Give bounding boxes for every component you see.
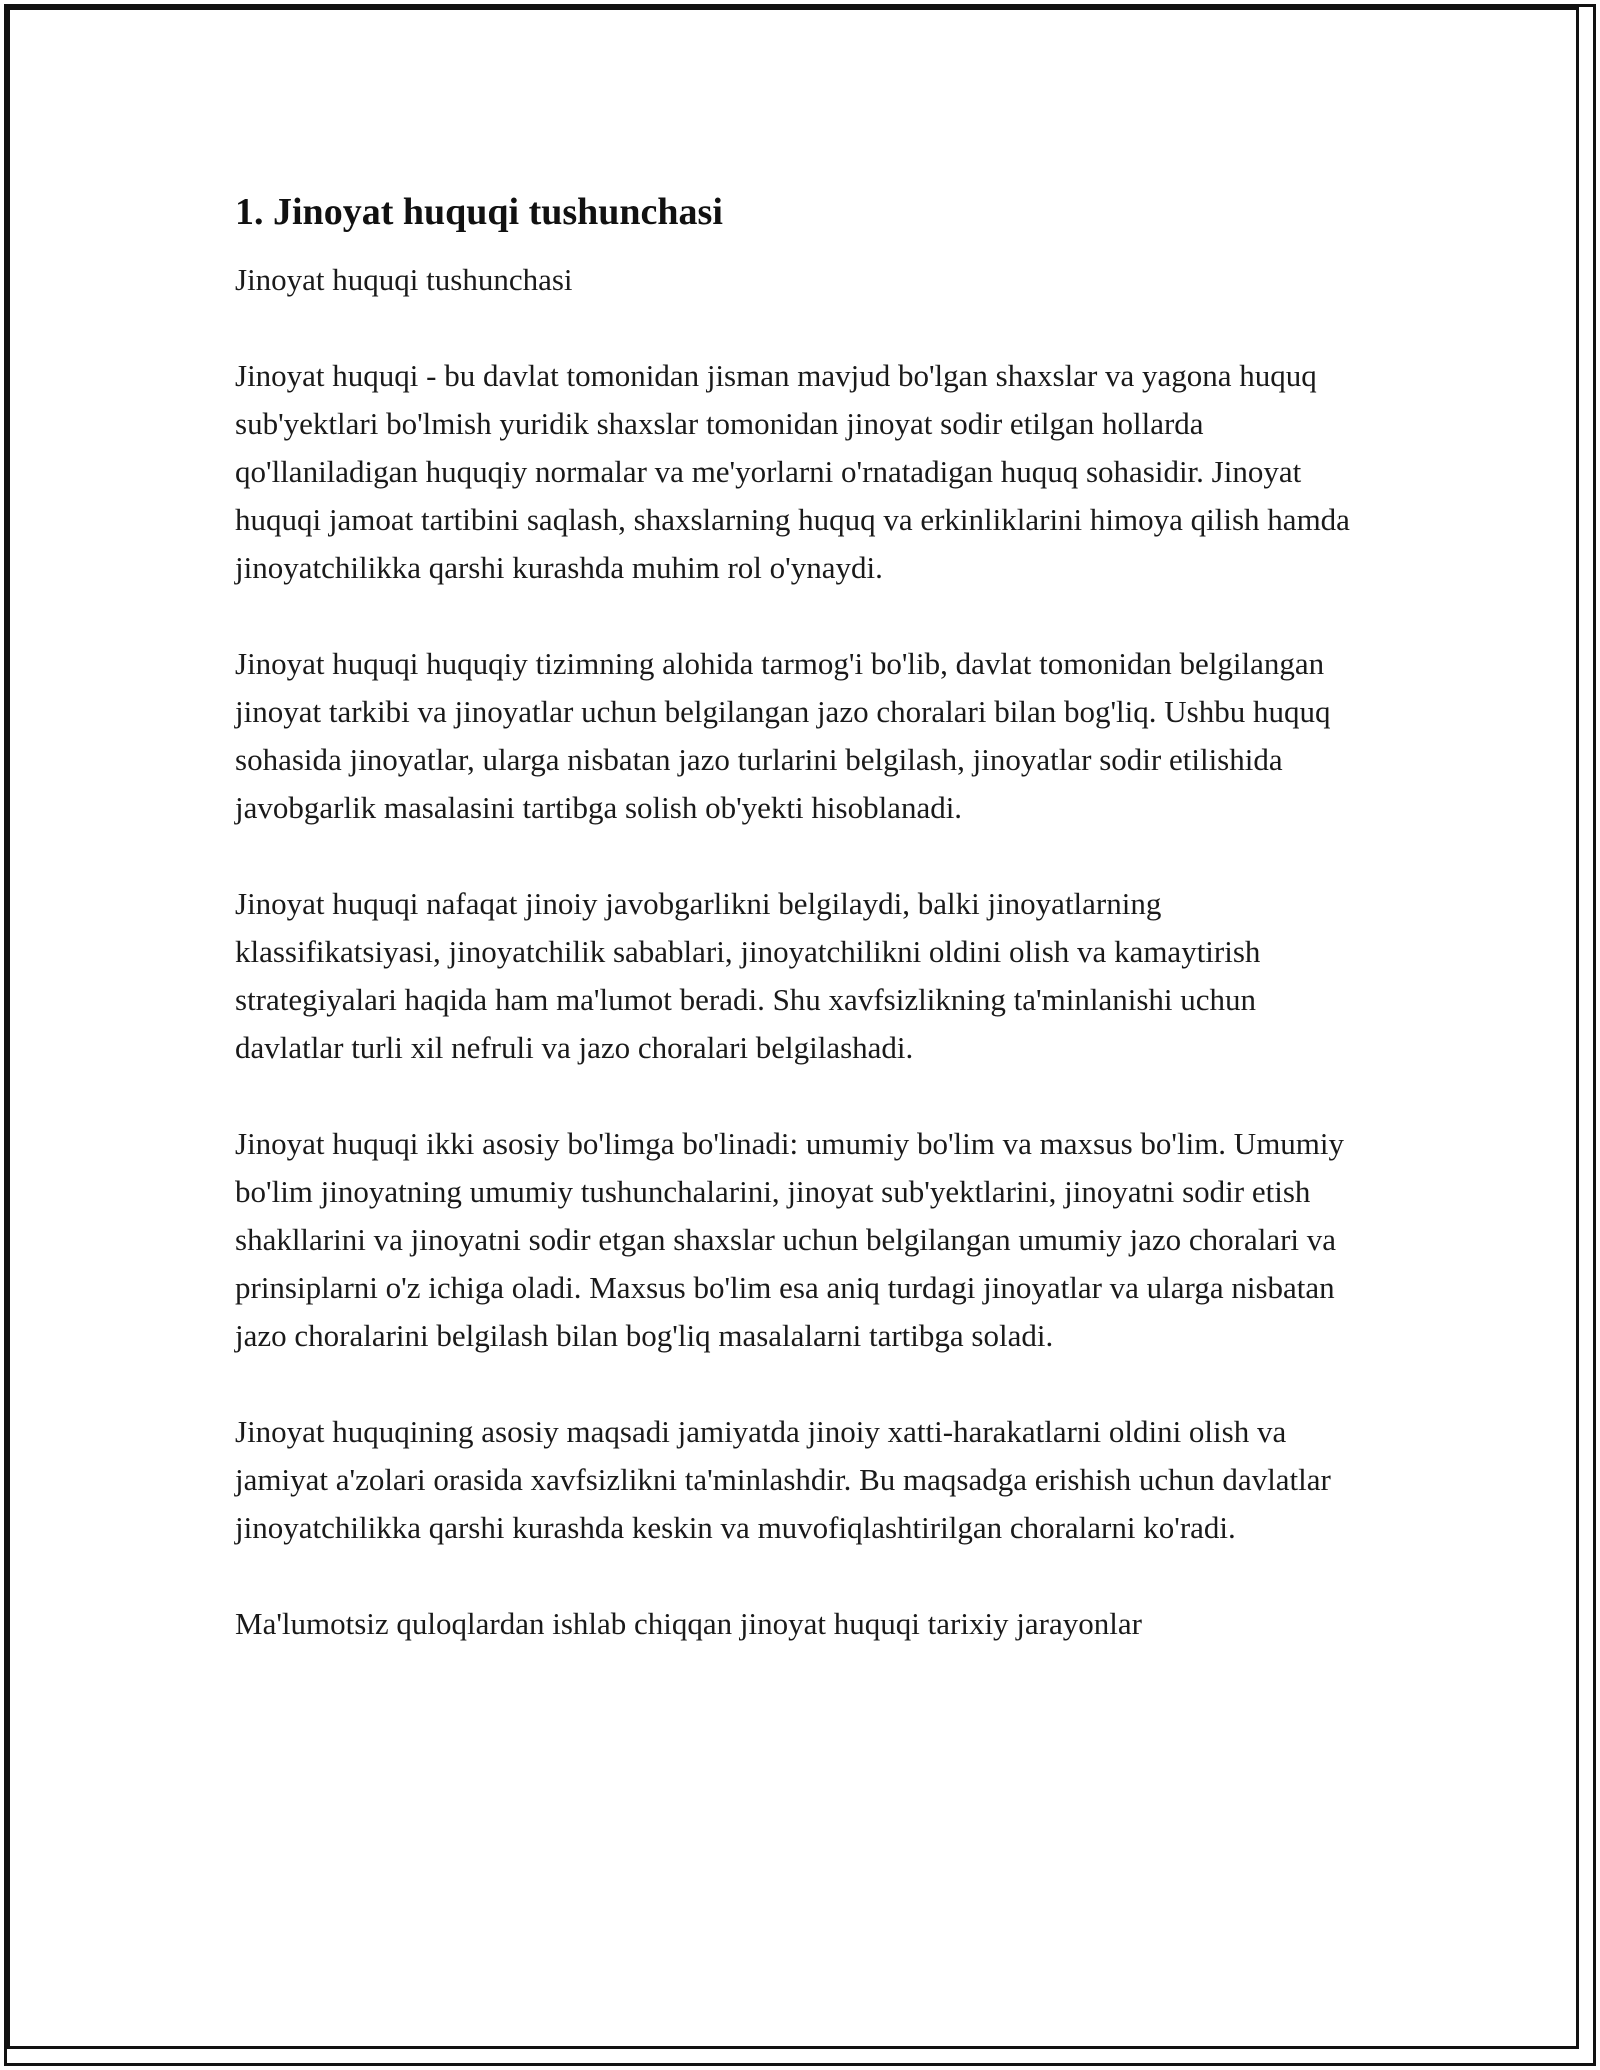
document-body <box>235 186 1365 1696</box>
paragraph-5: Jinoyat huquqining asosiy maqsadi jamiyatda jinoiy xatti-harakatlarni oldini olish va jamiyat a'zolari orasida xavfsizlikni ta'minlashdir. Bu maqsadga erishish uchun davlatlar jinoyatchilikka qarshi kurashda keskin va muvofiqlashtirilgan choralarni ko'radi. <box>235 1414 1331 1545</box>
paragraph-3: Jinoyat huquqi nafaqat jinoiy javobgarlikni belgilaydi, balki jinoyatlarning klassifikatsiyasi, jinoyatchilik sabablari, jinoyatchilikni oldini olish va kamaytirish strategiyalari haqida ham ma'lumot beradi. Shu xavfsizlikning ta'minlanishi uchun davlatlar turli xil nefruli va jazo choralari belgilashadi. <box>235 886 1261 1065</box>
document-subtitle: Jinoyat huquqi tushunchasi <box>235 262 573 297</box>
paragraph-2: Jinoyat huquqi huquqiy tizimning alohida tarmog'i bo'lib, davlat tomonidan belgilangan jinoyat tarkibi va jinoyatlar uchun belgilangan jazo choralari bilan bog'liq. Ushbu huquq sohasida jinoyatlar, ularga nisbatan jazo turlarini belgilash, jinoyatlar sodir etilishida javobgarlik masalasini tartibga solish ob'yekti hisoblanadi. <box>235 646 1331 825</box>
paragraph-1: Jinoyat huquqi - bu davlat tomonidan jisman mavjud bo'lgan shaxslar va yagona huquq sub'yektlari bo'lmish yuridik shaxslar tomonidan jinoyat sodir etilgan hollarda qo'llaniladigan huquqiy normalar va me'yorlarni o'rnatadigan huquq sohasidir. Jinoyat huquqi jamoat tartibini saqlash, shaxslarning huquq va erkinliklarini himoya qilish hamda jinoyatchilikka qarshi kurashda muhim rol o'ynaydi. <box>235 358 1350 585</box>
paragraph-4: Jinoyat huquqi ikki asosiy bo'limga bo'linadi: umumiy bo'lim va maxsus bo'lim. Umumiy bo'lim jinoyatning umumiy tushunchalarini, jinoyat sub'yektlarini, jinoyatni sodir etish shakllarini va jinoyatni sodir etgan shaxslar uchun belgilangan umumiy jazo choralari va prinsiplarni o'z ichiga oladi. Maxsus bo'lim esa aniq turdagi jinoyatlar va ularga nisbatan jazo choralarini belgilash bilan bog'liq masalalarni tartibga soladi. <box>235 1126 1345 1353</box>
paragraph-6: Ma'lumotsiz quloqlardan ishlab chiqqan jinoyat huquqi tarixiy jarayonlar <box>235 1606 1142 1641</box>
document-heading: 1. Jinoyat huquqi tushunchasi <box>235 191 723 233</box>
